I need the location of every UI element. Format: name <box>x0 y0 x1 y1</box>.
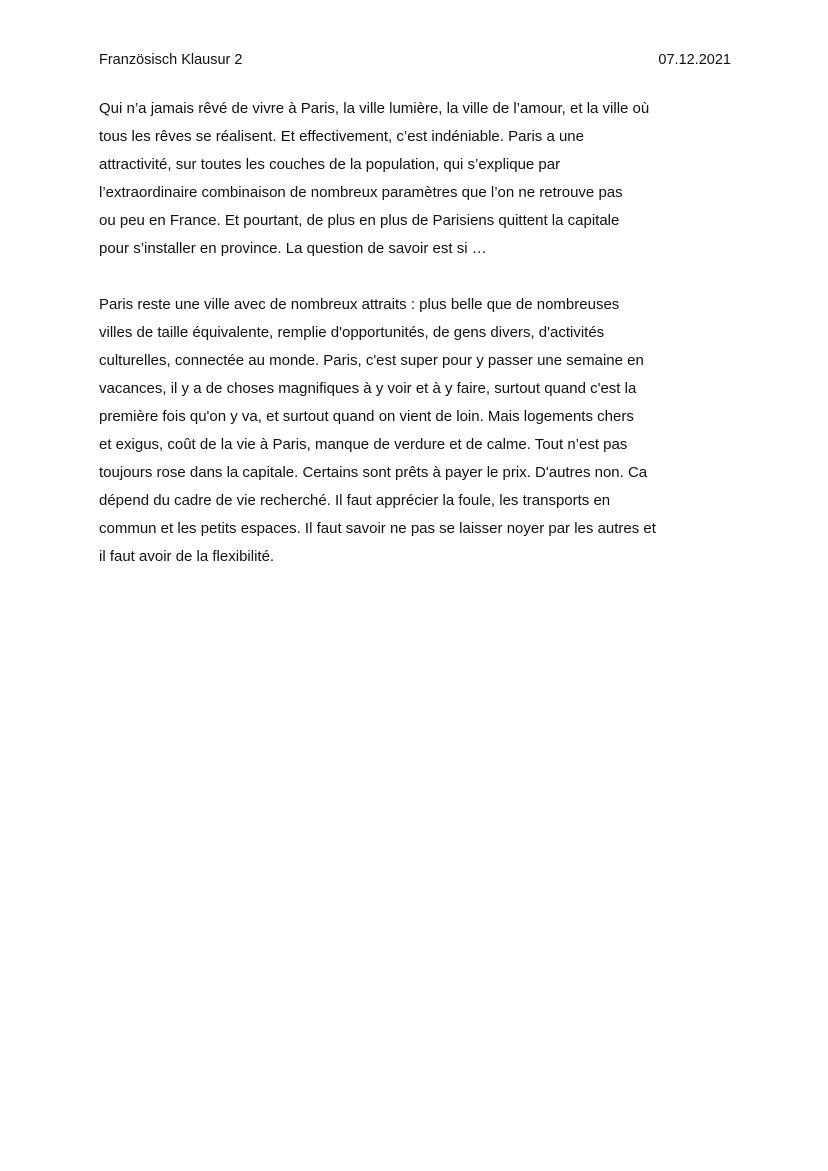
text-line: commun et les petits espaces. Il faut savoir ne pas se laisser noyer par les autres et <box>99 520 656 537</box>
text-line: il faut avoir de la flexibilité. <box>99 548 275 565</box>
text-line: tous les rêves se réalisent. Et effectivement, c’est indéniable. Paris a une <box>99 128 584 145</box>
text-line: villes de taille équivalente, remplie d'opportunités, de gens divers, d'activités <box>99 324 605 341</box>
paragraph-intro <box>99 95 731 263</box>
document-date: 07.12.2021 <box>658 52 731 68</box>
page-header <box>99 50 731 72</box>
text-line: ou peu en France. Et pourtant, de plus en plus de Parisiens quittent la capitale <box>99 212 620 229</box>
text-line: l’extraordinaire combinaison de nombreux paramètres que l’on ne retrouve pas <box>99 184 623 201</box>
text-line: vacances, il y a de choses magnifiques à y voir et à y faire, surtout quand c'est la <box>99 380 637 397</box>
text-line: toujours rose dans la capitale. Certains sont prêts à payer le prix. D'autres non. Ca <box>99 464 648 481</box>
text-line: pour s’installer en province. La question de savoir est si … <box>99 240 487 257</box>
text-line: première fois qu'on y va, et surtout quand on vient de loin. Mais logements chers <box>99 408 634 425</box>
paragraph-main <box>99 291 731 571</box>
text-line: culturelles, connectée au monde. Paris, c'est super pour y passer une semaine en <box>99 352 644 369</box>
text-line: attractivité, sur toutes les couches de la population, qui s’explique par <box>99 156 561 173</box>
text-line: dépend du cadre de vie recherché. Il faut apprécier la foule, les transports en <box>99 492 611 509</box>
text-line: Qui n’a jamais rêvé de vivre à Paris, la ville lumière, la ville de l’amour, et la ville où <box>99 100 650 117</box>
text-line: Paris reste une ville avec de nombreux attraits : plus belle que de nombreuses <box>99 296 620 313</box>
document-title: Französisch Klausur 2 <box>99 52 243 68</box>
text-line: et exigus, coût de la vie à Paris, manque de verdure et de calme. Tout n’est pas <box>99 436 628 453</box>
document-body <box>99 95 731 571</box>
